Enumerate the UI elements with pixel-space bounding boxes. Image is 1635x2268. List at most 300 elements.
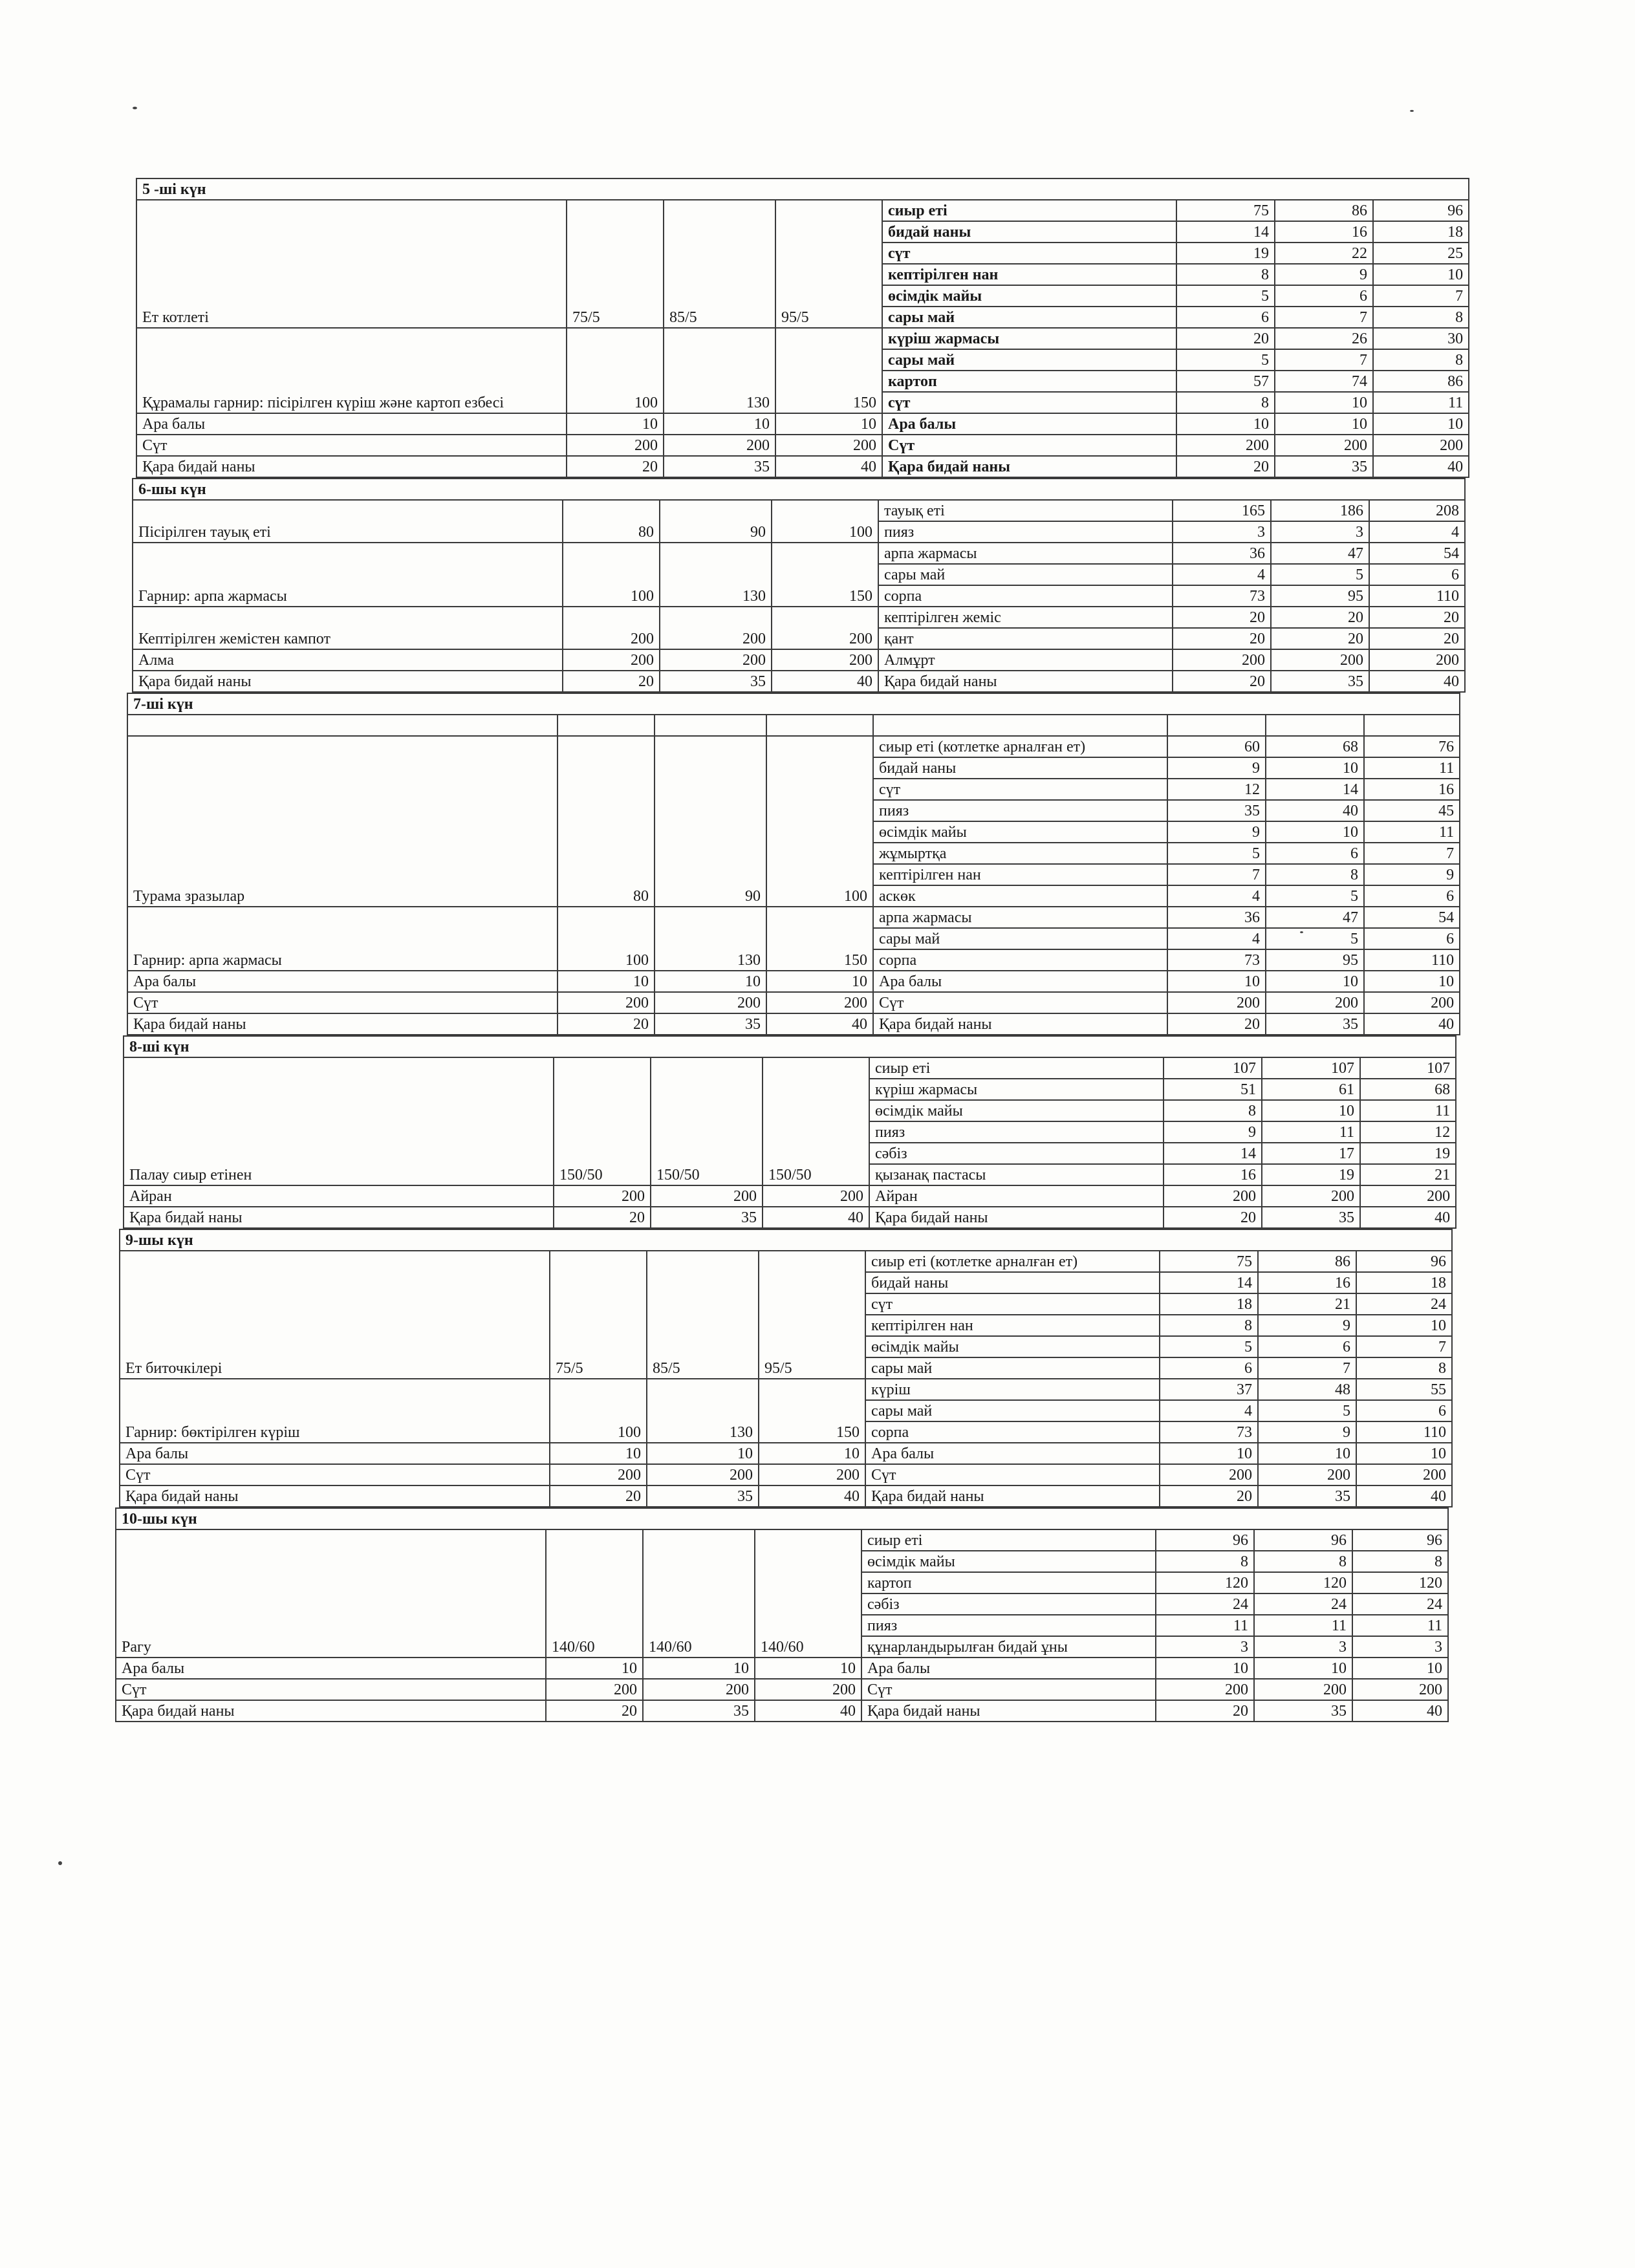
ingredient-qty: 54 — [1364, 907, 1460, 928]
ingredient-qty: 6 — [1369, 564, 1465, 585]
ingredient-qty: 6 — [1275, 285, 1373, 307]
dish-name: Ара балы — [120, 1443, 550, 1464]
ingredient-qty: 54 — [1369, 543, 1465, 564]
ingredient-qty: 200 — [1352, 1679, 1448, 1700]
ingredient-qty: 20 — [1156, 1700, 1254, 1722]
ingredient-qty: 96 — [1356, 1251, 1452, 1272]
ingredient-qty: 20 — [1271, 628, 1369, 649]
ingredient-qty: 51 — [1164, 1079, 1262, 1100]
portion-size: 40 — [763, 1207, 869, 1228]
day-title: 6-шы күн — [133, 479, 1465, 500]
ingredient-name: Қара бидай наны — [861, 1700, 1156, 1722]
ingredient-qty: 7 — [1373, 285, 1469, 307]
portion-size: 200 — [550, 1464, 647, 1485]
dish-row — [116, 1700, 1448, 1722]
dish-row — [133, 500, 1465, 521]
portion-size: 150/50 — [651, 1057, 763, 1185]
ingredient-qty: 18 — [1356, 1272, 1452, 1293]
ingredient-qty: 200 — [1258, 1464, 1356, 1485]
ingredient-name: Ара балы — [882, 413, 1176, 435]
portion-size: 150 — [775, 328, 882, 413]
ingredient-qty: 14 — [1164, 1143, 1262, 1164]
dish-row — [133, 543, 1465, 564]
ingredient-qty: 55 — [1356, 1379, 1452, 1400]
ingredient-qty: 200 — [1360, 1185, 1456, 1207]
ingredient-name: күріш жармасы — [869, 1079, 1164, 1100]
day-title: 9-шы күн — [120, 1229, 1452, 1251]
portion-size: 100 — [766, 736, 873, 907]
ingredient-qty: 8 — [1176, 264, 1275, 285]
portion-size: 200 — [660, 607, 772, 649]
ingredient-name: Ара балы — [873, 971, 1167, 992]
portion-size: 150 — [759, 1379, 865, 1443]
ingredient-qty: 6 — [1258, 1336, 1356, 1357]
dish-name: Гарнир: бөктірілген күріш — [120, 1379, 550, 1443]
portion-size: 130 — [660, 543, 772, 607]
ingredient-qty: 9 — [1258, 1421, 1356, 1443]
portion-size: 140/60 — [643, 1529, 755, 1658]
portion-size: 140/60 — [546, 1529, 643, 1658]
ingredient-qty: 35 — [1258, 1485, 1356, 1507]
ingredient-qty: 68 — [1360, 1079, 1456, 1100]
ingredient-name: сүт — [882, 392, 1176, 413]
portion-size: 80 — [558, 736, 655, 907]
day-header-row — [124, 1036, 1456, 1057]
blank-row — [127, 715, 1460, 736]
ingredient-qty: 10 — [1167, 971, 1266, 992]
ingredient-name: Сүт — [882, 435, 1176, 456]
ingredient-name: жұмыртқа — [873, 843, 1167, 864]
ingredient-qty: 200 — [1176, 435, 1275, 456]
ingredient-qty: 8 — [1160, 1315, 1258, 1336]
dish-name: Рагу — [116, 1529, 546, 1658]
ingredient-qty: 7 — [1364, 843, 1460, 864]
scan-speck — [1410, 110, 1414, 112]
ingredient-qty: 76 — [1364, 736, 1460, 757]
menu-table — [119, 1229, 1453, 1507]
portion-size: 130 — [647, 1379, 759, 1443]
ingredient-qty: 8 — [1176, 392, 1275, 413]
menu-sheet — [122, 178, 1468, 1722]
ingredient-qty: 8 — [1373, 349, 1469, 371]
dish-row — [136, 435, 1469, 456]
portion-size: 10 — [664, 413, 775, 435]
portion-size: 35 — [651, 1207, 763, 1228]
ingredient-qty: 16 — [1164, 1164, 1262, 1185]
ingredient-qty: 48 — [1258, 1379, 1356, 1400]
portion-size: 40 — [772, 671, 878, 692]
ingredient-qty: 35 — [1275, 456, 1373, 477]
ingredient-name: өсімдік майы — [873, 821, 1167, 843]
ingredient-qty: 200 — [1364, 992, 1460, 1013]
ingredient-qty: 75 — [1176, 200, 1275, 221]
dish-row — [120, 1464, 1452, 1485]
scan-speck — [133, 107, 137, 109]
portion-size: 95/5 — [759, 1251, 865, 1379]
ingredient-qty: 107 — [1164, 1057, 1262, 1079]
dish-row — [120, 1485, 1452, 1507]
ingredient-name: тауық еті — [878, 500, 1173, 521]
ingredient-qty: 3 — [1271, 521, 1369, 543]
ingredient-name: Сүт — [861, 1679, 1156, 1700]
ingredient-qty: 5 — [1160, 1336, 1258, 1357]
portion-size: 85/5 — [664, 200, 775, 328]
portion-size: 130 — [655, 907, 766, 971]
ingredient-qty: 21 — [1360, 1164, 1456, 1185]
portion-size: 100 — [772, 500, 878, 543]
ingredient-name: пияз — [869, 1121, 1164, 1143]
ingredient-qty: 20 — [1369, 607, 1465, 628]
portion-size: 20 — [546, 1700, 643, 1722]
ingredient-qty: 200 — [1369, 649, 1465, 671]
ingredient-name: қызанақ пастасы — [869, 1164, 1164, 1185]
portion-size: 200 — [766, 992, 873, 1013]
dish-row — [127, 971, 1460, 992]
ingredient-qty: 5 — [1258, 1400, 1356, 1421]
ingredient-name: күріш — [865, 1379, 1160, 1400]
portion-size: 40 — [759, 1485, 865, 1507]
day-block — [132, 478, 1464, 693]
ingredient-qty: 26 — [1275, 328, 1373, 349]
ingredient-qty: 9 — [1275, 264, 1373, 285]
dish-row — [133, 649, 1465, 671]
portion-size: 200 — [554, 1185, 651, 1207]
portion-size: 200 — [563, 649, 660, 671]
ingredient-qty: 8 — [1373, 307, 1469, 328]
dish-name: Ара балы — [127, 971, 558, 992]
ingredient-name: Ара балы — [861, 1658, 1156, 1679]
portion-size: 200 — [755, 1679, 861, 1700]
portion-size: 200 — [660, 649, 772, 671]
ingredient-name: сорпа — [873, 949, 1167, 971]
portion-size: 200 — [546, 1679, 643, 1700]
portion-size: 100 — [567, 328, 664, 413]
dish-name: Палау сиыр етінен — [124, 1057, 554, 1185]
ingredient-qty: 21 — [1258, 1293, 1356, 1315]
portion-size: 200 — [651, 1185, 763, 1207]
ingredient-qty: 74 — [1275, 371, 1373, 392]
dish-name: Қара бидай наны — [133, 671, 563, 692]
ingredient-qty: 36 — [1173, 543, 1271, 564]
ingredient-name: құнарландырылған бидай ұны — [861, 1636, 1156, 1658]
ingredient-name: пияз — [861, 1615, 1156, 1636]
ingredient-name: сиыр еті — [869, 1057, 1164, 1079]
dish-name: Сүт — [136, 435, 567, 456]
ingredient-qty: 5 — [1167, 843, 1266, 864]
dish-row — [127, 907, 1460, 928]
ingredient-qty: 5 — [1176, 285, 1275, 307]
ingredient-qty: 36 — [1167, 907, 1266, 928]
day-title: 8-ші күн — [124, 1036, 1456, 1057]
ingredient-qty: 73 — [1167, 949, 1266, 971]
dish-row — [136, 413, 1469, 435]
ingredient-qty: 60 — [1167, 736, 1266, 757]
ingredient-qty: 7 — [1275, 349, 1373, 371]
portion-size: 200 — [772, 649, 878, 671]
ingredient-qty: 200 — [1160, 1464, 1258, 1485]
ingredient-name: күріш жармасы — [882, 328, 1176, 349]
dish-row — [136, 456, 1469, 477]
ingredient-name: сары май — [873, 928, 1167, 949]
dish-name: Гарнир: арпа жармасы — [133, 543, 563, 607]
dish-name: Сүт — [116, 1679, 546, 1700]
ingredient-name: Қара бидай наны — [873, 1013, 1167, 1035]
ingredient-qty: 9 — [1167, 757, 1266, 779]
ingredient-qty: 16 — [1258, 1272, 1356, 1293]
day-title: 5 -ші күн — [136, 178, 1469, 200]
ingredient-qty: 9 — [1258, 1315, 1356, 1336]
ingredient-qty: 4 — [1167, 885, 1266, 907]
scan-speck — [1300, 931, 1303, 933]
portion-size: 20 — [554, 1207, 651, 1228]
dish-name: Қара бидай наны — [136, 456, 567, 477]
dish-row — [127, 1013, 1460, 1035]
ingredient-qty: 17 — [1262, 1143, 1360, 1164]
ingredient-qty: 7 — [1258, 1357, 1356, 1379]
ingredient-qty: 18 — [1373, 221, 1469, 243]
ingredient-qty: 47 — [1266, 907, 1364, 928]
dish-row — [127, 736, 1460, 757]
ingredient-qty: 11 — [1262, 1121, 1360, 1143]
portion-size: 200 — [563, 607, 660, 649]
portion-size: 10 — [755, 1658, 861, 1679]
ingredient-qty: 6 — [1356, 1400, 1452, 1421]
ingredient-qty: 19 — [1176, 243, 1275, 264]
portion-size: 20 — [563, 671, 660, 692]
menu-table — [127, 693, 1460, 1035]
ingredient-name: кептірілген нан — [865, 1315, 1160, 1336]
ingredient-qty: 10 — [1356, 1315, 1452, 1336]
ingredient-qty: 20 — [1176, 328, 1275, 349]
ingredient-name: сары май — [865, 1400, 1160, 1421]
ingredient-name: картоп — [882, 371, 1176, 392]
ingredient-qty: 95 — [1266, 949, 1364, 971]
portion-size: 150 — [766, 907, 873, 971]
day-header-row — [127, 693, 1460, 715]
ingredient-qty: 3 — [1173, 521, 1271, 543]
portion-size: 100 — [550, 1379, 647, 1443]
ingredient-qty: 9 — [1164, 1121, 1262, 1143]
ingredient-qty: 11 — [1360, 1100, 1456, 1121]
menu-table — [132, 478, 1466, 693]
portion-size: 100 — [563, 543, 660, 607]
portion-size: 10 — [558, 971, 655, 992]
dish-row — [124, 1207, 1456, 1228]
ingredient-qty: 11 — [1364, 821, 1460, 843]
ingredient-qty: 7 — [1356, 1336, 1452, 1357]
ingredient-qty: 37 — [1160, 1379, 1258, 1400]
ingredient-qty: 14 — [1266, 779, 1364, 800]
ingredient-qty: 11 — [1364, 757, 1460, 779]
portion-size: 90 — [655, 736, 766, 907]
ingredient-name: Алмұрт — [878, 649, 1173, 671]
ingredient-qty: 6 — [1266, 843, 1364, 864]
portion-size: 10 — [766, 971, 873, 992]
ingredient-qty: 6 — [1364, 928, 1460, 949]
ingredient-qty: 200 — [1156, 1679, 1254, 1700]
dish-name: Ет биточкілері — [120, 1251, 550, 1379]
portion-size: 35 — [643, 1700, 755, 1722]
ingredient-name: өсімдік майы — [869, 1100, 1164, 1121]
ingredient-qty: 16 — [1275, 221, 1373, 243]
ingredient-qty: 24 — [1352, 1593, 1448, 1615]
portion-size: 10 — [655, 971, 766, 992]
ingredient-qty: 3 — [1352, 1636, 1448, 1658]
ingredient-qty: 16 — [1364, 779, 1460, 800]
ingredient-qty: 20 — [1173, 671, 1271, 692]
ingredient-qty: 20 — [1271, 607, 1369, 628]
ingredient-name: өсімдік майы — [861, 1551, 1156, 1572]
dish-row — [124, 1057, 1456, 1079]
ingredient-qty: 73 — [1173, 585, 1271, 607]
portion-size: 200 — [763, 1185, 869, 1207]
scan-speck — [58, 1861, 62, 1865]
ingredient-name: пияз — [873, 800, 1167, 821]
ingredient-qty: 20 — [1160, 1485, 1258, 1507]
ingredient-qty: 4 — [1173, 564, 1271, 585]
ingredient-qty: 200 — [1167, 992, 1266, 1013]
ingredient-qty: 5 — [1271, 564, 1369, 585]
ingredient-qty: 10 — [1160, 1443, 1258, 1464]
menu-table — [115, 1507, 1449, 1722]
menu-table — [136, 178, 1469, 478]
dish-name: Айран — [124, 1185, 554, 1207]
dish-name: Гарнир: арпа жармасы — [127, 907, 558, 971]
ingredient-qty: 110 — [1364, 949, 1460, 971]
ingredient-qty: 25 — [1373, 243, 1469, 264]
ingredient-qty: 10 — [1176, 413, 1275, 435]
ingredient-name: сүт — [865, 1293, 1160, 1315]
ingredient-qty: 10 — [1352, 1658, 1448, 1679]
portion-size: 200 — [647, 1464, 759, 1485]
ingredient-name: кептірілген нан — [882, 264, 1176, 285]
dish-name: Кептірілген жемістен кампот — [133, 607, 563, 649]
dish-name: Қара бидай наны — [127, 1013, 558, 1035]
ingredient-qty: 7 — [1275, 307, 1373, 328]
ingredient-name: сиыр еті — [861, 1529, 1156, 1551]
ingredient-name: өсімдік майы — [865, 1336, 1160, 1357]
ingredient-qty: 6 — [1160, 1357, 1258, 1379]
day-header-row — [136, 178, 1469, 200]
ingredient-qty: 61 — [1262, 1079, 1360, 1100]
portion-size: 200 — [655, 992, 766, 1013]
ingredient-qty: 96 — [1156, 1529, 1254, 1551]
dish-row — [127, 992, 1460, 1013]
portion-size: 10 — [546, 1658, 643, 1679]
ingredient-name: пияз — [878, 521, 1173, 543]
ingredient-name: бидай наны — [865, 1272, 1160, 1293]
ingredient-qty: 40 — [1352, 1700, 1448, 1722]
dish-name: Пісірілген тауық еті — [133, 500, 563, 543]
portion-size: 40 — [766, 1013, 873, 1035]
ingredient-qty: 4 — [1160, 1400, 1258, 1421]
ingredient-qty: 10 — [1373, 264, 1469, 285]
ingredient-qty: 9 — [1167, 821, 1266, 843]
ingredient-qty: 208 — [1369, 500, 1465, 521]
ingredient-name: сары май — [878, 564, 1173, 585]
ingredient-name: бидай наны — [882, 221, 1176, 243]
ingredient-qty: 24 — [1356, 1293, 1452, 1315]
ingredient-qty: 20 — [1369, 628, 1465, 649]
portion-size: 75/5 — [550, 1251, 647, 1379]
menu-table — [123, 1035, 1456, 1229]
portion-size: 150/50 — [554, 1057, 651, 1185]
ingredient-qty: 24 — [1254, 1593, 1352, 1615]
ingredient-qty: 120 — [1254, 1572, 1352, 1593]
ingredient-qty: 200 — [1356, 1464, 1452, 1485]
ingredient-name: картоп — [861, 1572, 1156, 1593]
ingredient-qty: 8 — [1164, 1100, 1262, 1121]
ingredient-name: Айран — [869, 1185, 1164, 1207]
dish-name: Сүт — [127, 992, 558, 1013]
portion-size: 140/60 — [755, 1529, 861, 1658]
portion-size: 10 — [550, 1443, 647, 1464]
ingredient-name: Қара бидай наны — [869, 1207, 1164, 1228]
portion-size: 10 — [759, 1443, 865, 1464]
dish-name: Турама зразылар — [127, 736, 558, 907]
ingredient-name: сары май — [882, 307, 1176, 328]
ingredient-qty: 20 — [1167, 1013, 1266, 1035]
ingredient-qty: 10 — [1356, 1443, 1452, 1464]
ingredient-name: сорпа — [878, 585, 1173, 607]
portion-size: 80 — [563, 500, 660, 543]
ingredient-qty: 10 — [1364, 971, 1460, 992]
portion-size: 95/5 — [775, 200, 882, 328]
ingredient-qty: 165 — [1173, 500, 1271, 521]
ingredient-name: Сүт — [865, 1464, 1160, 1485]
ingredient-qty: 35 — [1254, 1700, 1352, 1722]
portion-size: 200 — [567, 435, 664, 456]
ingredient-name: сәбіз — [861, 1593, 1156, 1615]
ingredient-name: Сүт — [873, 992, 1167, 1013]
ingredient-name: арпа жармасы — [873, 907, 1167, 928]
ingredient-qty: 6 — [1176, 307, 1275, 328]
ingredient-name: арпа жармасы — [878, 543, 1173, 564]
dish-row — [116, 1679, 1448, 1700]
ingredient-name: сүт — [882, 243, 1176, 264]
ingredient-qty: 10 — [1266, 757, 1364, 779]
ingredient-qty: 5 — [1176, 349, 1275, 371]
ingredient-qty: 10 — [1275, 392, 1373, 413]
portion-size: 20 — [567, 456, 664, 477]
ingredient-qty: 8 — [1356, 1357, 1452, 1379]
ingredient-qty: 11 — [1352, 1615, 1448, 1636]
ingredient-qty: 40 — [1356, 1485, 1452, 1507]
ingredient-name: Қара бидай наны — [882, 456, 1176, 477]
portion-size: 150 — [772, 543, 878, 607]
ingredient-qty: 200 — [1164, 1185, 1262, 1207]
ingredient-qty: 10 — [1275, 413, 1373, 435]
ingredient-name: сәбіз — [869, 1143, 1164, 1164]
ingredient-qty: 8 — [1254, 1551, 1352, 1572]
dish-row — [120, 1379, 1452, 1400]
ingredient-name: өсімдік майы — [882, 285, 1176, 307]
portion-size: 90 — [660, 500, 772, 543]
ingredient-qty: 10 — [1266, 971, 1364, 992]
dish-name: Сүт — [120, 1464, 550, 1485]
ingredient-qty: 35 — [1262, 1207, 1360, 1228]
dish-name: Ет котлеті — [136, 200, 567, 328]
ingredient-qty: 107 — [1262, 1057, 1360, 1079]
ingredient-name: аскөк — [873, 885, 1167, 907]
ingredient-name: сорпа — [865, 1421, 1160, 1443]
ingredient-qty: 200 — [1262, 1185, 1360, 1207]
ingredient-name: қант — [878, 628, 1173, 649]
ingredient-qty: 96 — [1373, 200, 1469, 221]
ingredient-qty: 12 — [1360, 1121, 1456, 1143]
portion-size: 100 — [558, 907, 655, 971]
dish-name: Құрамалы гарнир: пісірілген күріш және картоп езбесі — [136, 328, 567, 413]
